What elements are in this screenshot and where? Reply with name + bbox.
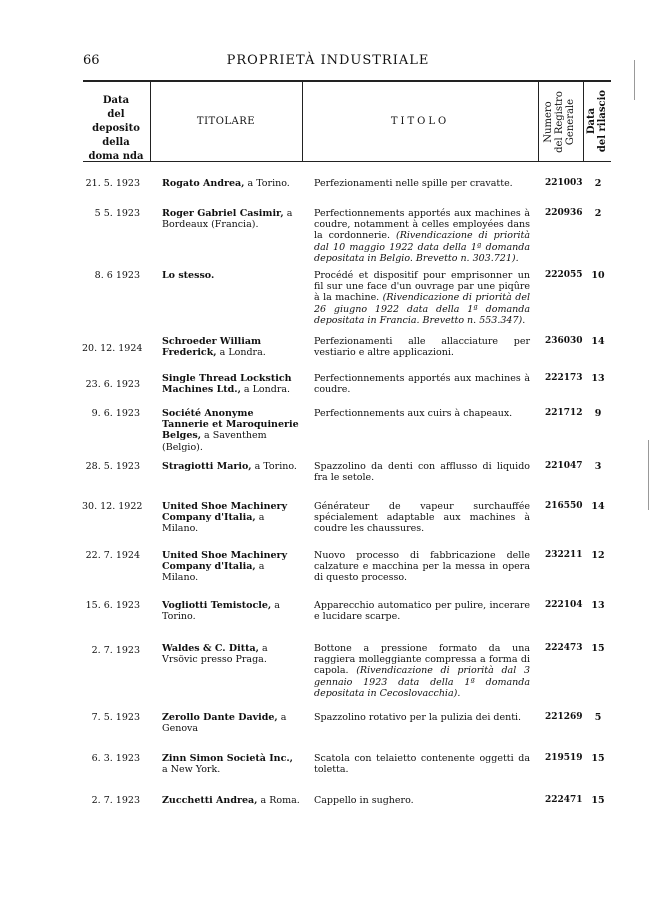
holder-place: a New York. (162, 764, 221, 776)
holder (162, 753, 300, 775)
holder-place: a Londra. (216, 347, 266, 359)
title-text: Perfectionnements apportés aux machines à coudre, notamment à celles employées dans la cordonnerie. (314, 208, 530, 242)
patent-title (314, 461, 530, 483)
holder (162, 178, 300, 189)
holder-place: a Torino. (251, 461, 297, 472)
holder-name: Rogato Andrea, (162, 178, 245, 189)
holder (162, 208, 300, 230)
patent-title (314, 408, 530, 419)
header-release-line: del rilascio (597, 89, 608, 153)
holder-place: a Bordeaux (Francia). (162, 208, 293, 231)
deposit-date: 2. 7. 1923 (91, 795, 140, 806)
title-text: Perfectionnements aux cuirs à chapeaux. (314, 408, 513, 419)
header-date-line: del deposito (92, 109, 140, 134)
release-date: 13 (591, 373, 605, 384)
holder (162, 643, 300, 665)
holder (162, 336, 300, 358)
register-number: 221003 (545, 178, 583, 188)
register-number: 216550 (545, 501, 583, 511)
holder-name: Lo stesso. (162, 270, 215, 281)
title-text: Nuovo processo di fabbricazione delle calzature e macchina per la messa in opera di questo processo. (314, 550, 530, 584)
holder-place: a Milano. (162, 512, 265, 535)
deposit-date: 28. 5. 1923 (85, 461, 140, 472)
holder-name: Waldes & C. Ditta, (162, 643, 259, 654)
header-register (543, 81, 579, 163)
release-date: 15 (591, 643, 605, 654)
header-register-line: del Registro (554, 91, 565, 153)
deposit-date: 7. 5. 1923 (91, 712, 140, 723)
header-date-line: della (102, 137, 130, 148)
deposit-date: 20. 12. 1924 (82, 343, 143, 354)
col-divider-1 (150, 80, 151, 162)
holder (162, 550, 300, 584)
patent-title (314, 712, 530, 723)
release-date: 14 (591, 501, 605, 512)
patent-title (314, 600, 530, 622)
holder-name: Société Anonyme Tannerie et Maroquinerie Belges, (162, 408, 299, 442)
title-text: Bottone a pressione formato da una raggiera molleggiante compressa a forma di capola. (314, 643, 530, 677)
header-holder: TITOLARE (196, 116, 256, 127)
col-divider-2 (302, 80, 303, 162)
patent-title (314, 501, 530, 535)
patent-title (314, 178, 530, 189)
deposit-date: 6. 3. 1923 (91, 753, 140, 764)
header-bottom-rule (83, 161, 611, 162)
patent-title (314, 270, 530, 326)
patent-title (314, 795, 530, 806)
deposit-date: 8. 6 1923 (94, 270, 140, 281)
deposit-date: 23. 6. 1923 (85, 379, 140, 390)
holder-name: United Shoe Machinery Company d'Italia, (162, 550, 288, 573)
header-title: TITOLO (390, 116, 450, 127)
header-release-line: Data (586, 107, 597, 135)
release-date: 15 (591, 753, 605, 764)
header-date-line: Data (102, 95, 130, 106)
header-register-line: Generale (565, 98, 576, 146)
register-number: 222473 (545, 643, 583, 653)
header-register-line: Numero (543, 101, 554, 143)
title-note: (Rivendicazione di priorità dal 3 gennaio 1923 data della 1ª domanda depositata in Cecoslovacchia). (314, 665, 530, 699)
deposit-date: 22. 7. 1924 (85, 550, 140, 561)
holder (162, 795, 300, 806)
col-divider-4 (583, 80, 584, 162)
release-date: 13 (591, 600, 605, 611)
holder-name: Roger Gabriel Casimir, (162, 208, 284, 219)
holder-place: a Milano. (162, 561, 265, 584)
release-date: 5 (594, 712, 602, 723)
release-date: 3 (594, 461, 602, 472)
release-date: 10 (591, 270, 605, 281)
holder-place: a Genova (162, 712, 287, 735)
release-date: 9 (594, 408, 602, 419)
register-number: 222471 (545, 795, 583, 805)
patent-title (314, 643, 530, 699)
holder-place: a Roma. (257, 795, 300, 806)
header-release (586, 82, 612, 160)
release-date: 12 (591, 550, 605, 561)
register-number: 221047 (545, 461, 583, 471)
col-divider-3 (538, 80, 539, 162)
deposit-date: 30. 12. 1922 (82, 501, 143, 512)
register-number: 236030 (545, 336, 583, 346)
title-text: Spazzolino rotativo per la pulizia dei denti. (314, 712, 522, 723)
register-number: 222173 (545, 373, 583, 383)
holder-name: Single Thread Lockstich Machines Ltd., (162, 373, 292, 396)
patent-title (314, 550, 530, 584)
title-text: Spazzolino da denti con afflusso di liquido fra le setole. (314, 461, 530, 484)
register-number: 232211 (545, 550, 583, 560)
holder (162, 408, 300, 453)
holder (162, 712, 300, 734)
title-text: Perfezionamenti alle allacciature per vestiario e altre applicazioni. (314, 336, 530, 359)
patent-title (314, 336, 530, 358)
title-text: Apparecchio automatico per pulire, incerare e lucidare scarpe. (314, 600, 530, 623)
holder-name: Zerollo Dante Davide, (162, 712, 278, 723)
register-number: 222055 (545, 270, 583, 280)
holder-name: Stragiotti Mario, (162, 461, 252, 472)
scan-mark (634, 60, 635, 100)
holder (162, 461, 300, 472)
deposit-date: 21. 5. 1923 (85, 178, 140, 189)
holder-place: a Saventhem (Belgio). (162, 430, 267, 453)
deposit-date: 5 5. 1923 (94, 208, 140, 219)
title-text: Perfectionnements apportés aux machines à coudre. (314, 373, 530, 396)
table-top-rule (83, 80, 611, 82)
holder-place: a Torino. (162, 600, 280, 623)
release-date: 15 (591, 795, 605, 806)
register-number: 220936 (545, 208, 583, 218)
holder (162, 373, 300, 395)
release-date: 2 (594, 178, 602, 189)
holder (162, 270, 300, 281)
patent-title (314, 373, 530, 395)
holder-place: a Londra. (240, 384, 291, 396)
holder (162, 501, 300, 535)
release-date: 2 (594, 208, 602, 219)
register-number: 222104 (545, 600, 583, 610)
register-number: 219519 (545, 753, 583, 763)
holder-place: a Torino. (244, 178, 290, 189)
page-number: 66 (83, 53, 100, 68)
title-note: (Rivendicazione di priorità del 26 giugno 1922 data della 1ª domanda depositata in Francia. Brevetto n. 553.347). (314, 292, 530, 326)
holder-name: United Shoe Machinery Company d'Italia, (162, 501, 288, 524)
release-date: 14 (591, 336, 605, 347)
running-head: PROPRIETÀ INDUSTRIALE (226, 53, 430, 68)
title-text: Procédé et dispositif pour emprisonner un fil sur une face d'un ouvrage par une piqûre à la machine. (314, 270, 530, 304)
title-text: Cappello in sughero. (314, 795, 414, 806)
title-text: Générateur de vapeur surchauffée spécialement adaptable aux machines à coudre les chaussures. (314, 501, 530, 535)
register-number: 221712 (545, 408, 583, 418)
holder-name: Vogliotti Temistocle, (162, 600, 272, 611)
header-date (84, 94, 148, 164)
holder-name: Zinn Simon Società Inc., (162, 753, 293, 764)
holder (162, 600, 300, 622)
holder-name: Schroeder William Frederick, (162, 336, 262, 359)
title-note: (Rivendicazione di priorità dal 10 maggio 1922 data della 1ª domanda depositata in Belgio. Brevetto n. 303.721). (314, 230, 531, 264)
deposit-date: 2. 7. 1923 (91, 645, 140, 656)
header-date-line: doma nda (88, 151, 144, 162)
holder-name: Zucchetti Andrea, (162, 795, 258, 806)
title-text: Scatola con telaietto contenente oggetti da toletta. (314, 753, 530, 776)
deposit-date: 9. 6. 1923 (91, 408, 140, 419)
register-number: 221269 (545, 712, 583, 722)
patent-title (314, 753, 530, 775)
deposit-date: 15. 6. 1923 (85, 600, 140, 611)
scan-mark (648, 440, 649, 510)
title-text: Perfezionamenti nelle spille per cravatte. (314, 178, 513, 189)
holder-place: a Vrsövic presso Praga. (162, 643, 268, 666)
patent-title (314, 208, 530, 264)
